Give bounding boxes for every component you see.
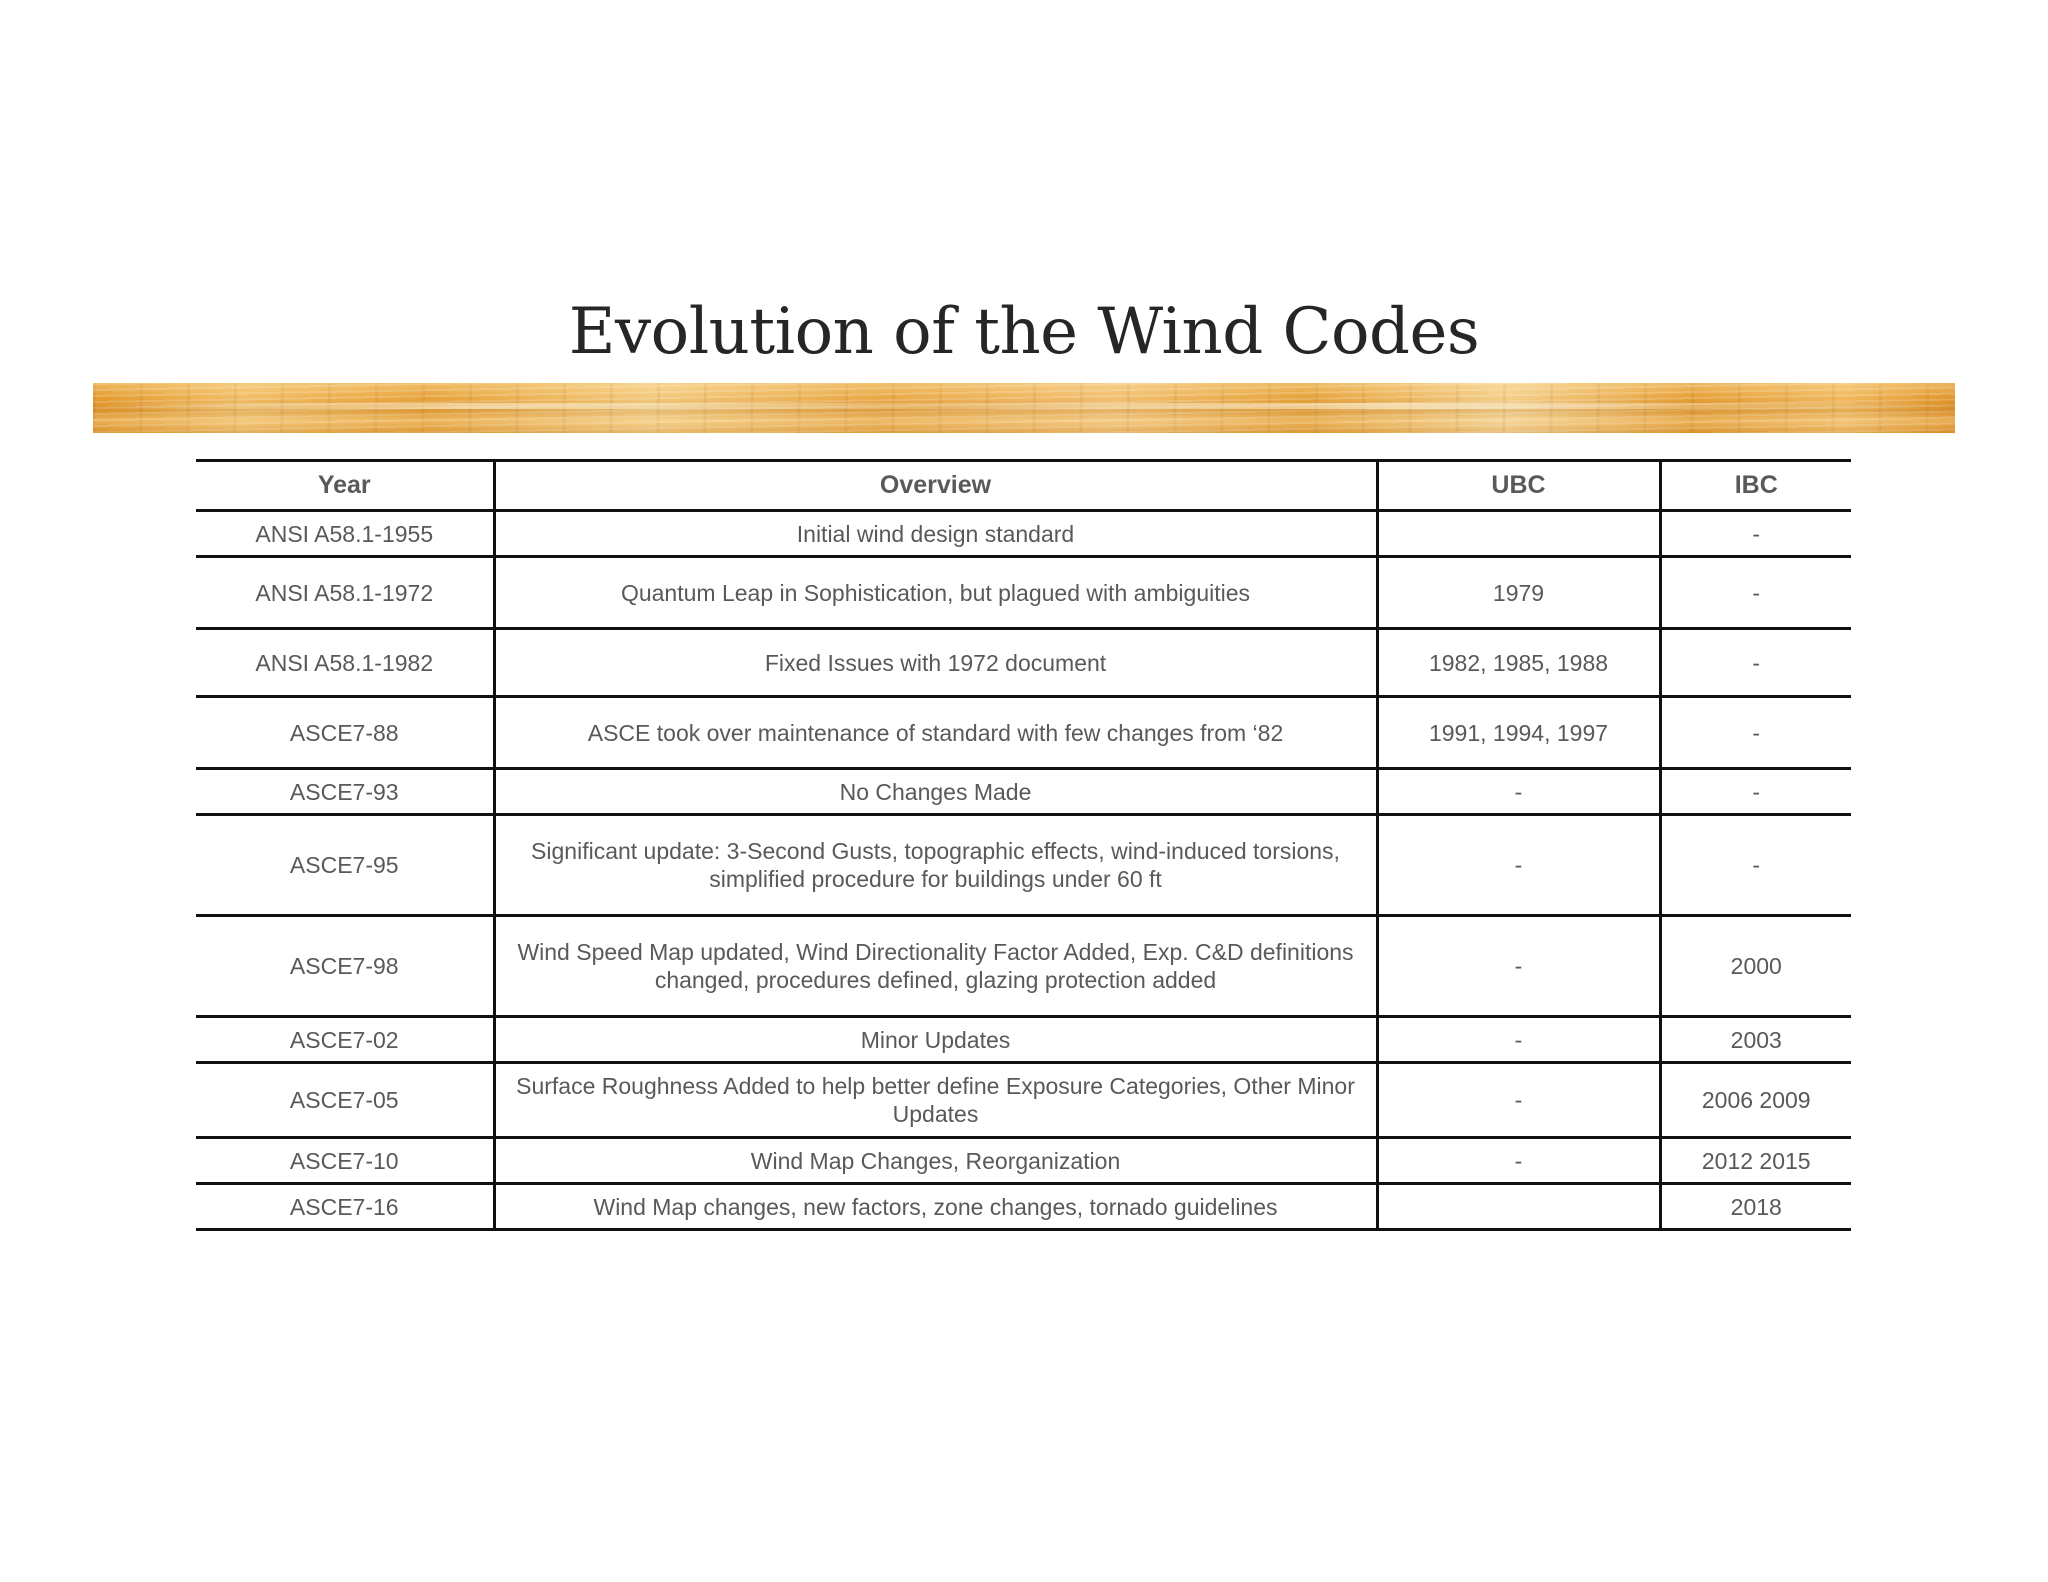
column-header-ibc: IBC [1660,461,1851,511]
cell-ubc: - [1377,769,1660,815]
cell-ibc: - [1660,629,1851,697]
cell-overview: Minor Updates [494,1017,1377,1063]
cell-ibc: 2012 2015 [1660,1138,1851,1184]
wind-codes-table [196,459,1851,1231]
cell-ubc [1377,511,1660,557]
table-header-row [196,461,1851,511]
table-row [196,1184,1851,1230]
cell-overview: Wind Map changes, new factors, zone changes, tornado guidelines [494,1184,1377,1230]
cell-year: ASCE7-93 [196,769,494,815]
cell-ibc: 2006 2009 [1660,1063,1851,1138]
cell-ibc: 2018 [1660,1184,1851,1230]
cell-ubc: - [1377,1063,1660,1138]
table-row [196,769,1851,815]
cell-year: ASCE7-16 [196,1184,494,1230]
table-row [196,511,1851,557]
cell-ibc: - [1660,769,1851,815]
cell-ubc: 1991, 1994, 1997 [1377,697,1660,769]
table-row [196,629,1851,697]
cell-overview: No Changes Made [494,769,1377,815]
column-header-year: Year [196,461,494,511]
cell-overview: Initial wind design standard [494,511,1377,557]
table-row [196,1063,1851,1138]
column-header-ubc: UBC [1377,461,1660,511]
wood-banner-divider [93,383,1955,433]
cell-overview: Surface Roughness Added to help better define Exposure Categories, Other Minor Updates [494,1063,1377,1138]
cell-overview: Wind Map Changes, Reorganization [494,1138,1377,1184]
cell-overview: Quantum Leap in Sophistication, but plagued with ambiguities [494,557,1377,629]
cell-overview: Wind Speed Map updated, Wind Directionality Factor Added, Exp. C&D definitions changed, procedures defined, glazing protection added [494,916,1377,1017]
cell-year: ANSI A58.1-1982 [196,629,494,697]
cell-year: ASCE7-05 [196,1063,494,1138]
cell-ubc: 1979 [1377,557,1660,629]
cell-ubc: - [1377,1017,1660,1063]
cell-year: ANSI A58.1-1955 [196,511,494,557]
cell-ibc: - [1660,815,1851,916]
cell-ubc: - [1377,1138,1660,1184]
wind-codes-table-container [196,459,1851,1231]
cell-year: ASCE7-02 [196,1017,494,1063]
page-title: Evolution of the Wind Codes [568,295,1480,369]
table-row [196,916,1851,1017]
cell-ibc: - [1660,697,1851,769]
cell-overview: ASCE took over maintenance of standard with few changes from ‘82 [494,697,1377,769]
cell-ibc: 2003 [1660,1017,1851,1063]
cell-ubc [1377,1184,1660,1230]
cell-overview: Fixed Issues with 1972 document [494,629,1377,697]
cell-ubc: - [1377,916,1660,1017]
table-row [196,1017,1851,1063]
cell-year: ASCE7-98 [196,916,494,1017]
cell-ibc: - [1660,511,1851,557]
cell-ubc: 1982, 1985, 1988 [1377,629,1660,697]
table-row [196,1138,1851,1184]
cell-year: ANSI A58.1-1972 [196,557,494,629]
cell-overview: Significant update: 3-Second Gusts, topographic effects, wind-induced torsions, simplified procedure for buildings under 60 ft [494,815,1377,916]
table-row [196,815,1851,916]
table-row [196,557,1851,629]
cell-year: ASCE7-10 [196,1138,494,1184]
table-row [196,697,1851,769]
cell-ibc: 2000 [1660,916,1851,1017]
column-header-overview: Overview [494,461,1377,511]
cell-ubc: - [1377,815,1660,916]
cell-year: ASCE7-95 [196,815,494,916]
cell-ibc: - [1660,557,1851,629]
cell-year: ASCE7-88 [196,697,494,769]
